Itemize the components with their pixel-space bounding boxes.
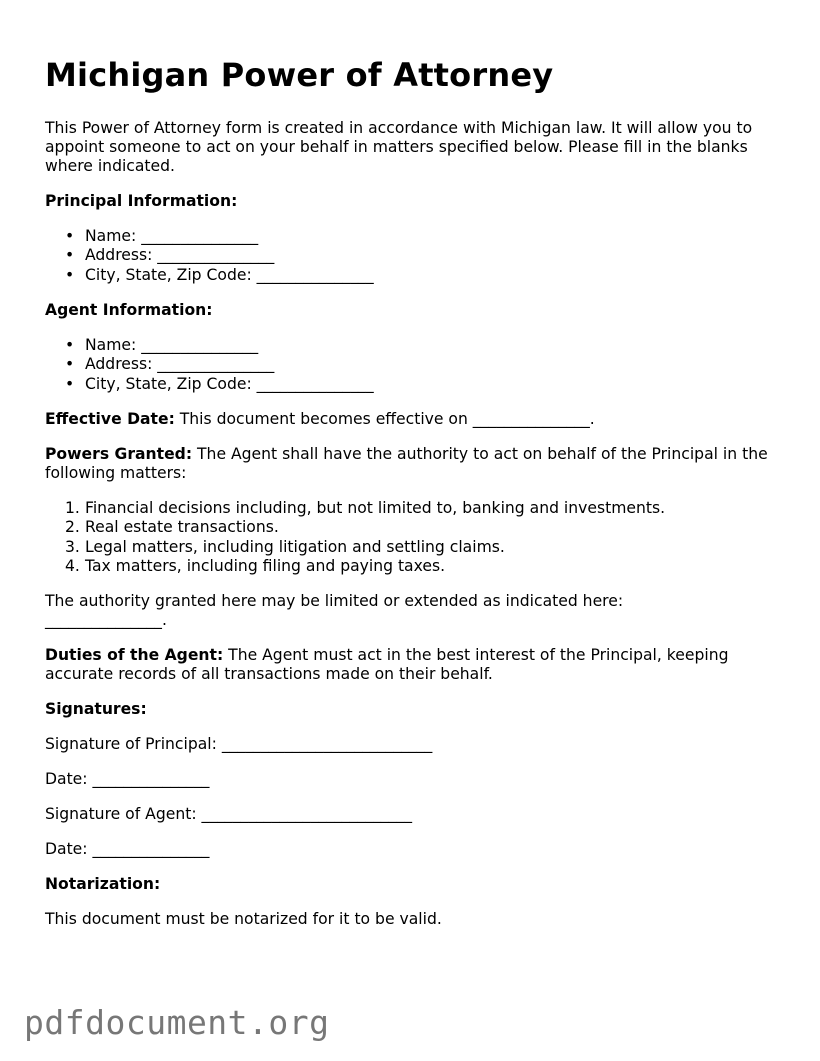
watermark: pdfdocument.org bbox=[24, 1003, 330, 1042]
power-text: Tax matters, including filing and paying taxes. bbox=[85, 556, 446, 575]
power-number: 3. bbox=[65, 537, 80, 556]
duties-label: Duties of the Agent: bbox=[45, 646, 224, 664]
effective-date-text: This document becomes effective on _______________. bbox=[174, 410, 595, 428]
power-number: 1. bbox=[65, 499, 80, 517]
effective-date-label: Effective Date: bbox=[45, 410, 175, 428]
authority-line-1: The authority granted here may be limited or extended as indicated here: bbox=[45, 592, 624, 610]
duties-text: The Agent must act in the best interest of the Principal, keeping accurate records of all transactions made on their behalf. bbox=[45, 646, 729, 683]
principal-city-field: • City, State, Zip Code: _______________ bbox=[85, 266, 374, 285]
power-item bbox=[65, 499, 666, 518]
agent-heading: Agent Information: bbox=[45, 301, 213, 319]
principal-list bbox=[85, 227, 374, 285]
power-item bbox=[65, 537, 665, 557]
power-item bbox=[65, 556, 665, 576]
principal-date-line: Date: _______________ bbox=[45, 770, 210, 788]
power-item bbox=[65, 518, 665, 537]
signatures-heading: Signatures: bbox=[45, 700, 147, 718]
agent-date-line: Date: _______________ bbox=[45, 840, 210, 858]
authority-line-2: _______________. bbox=[45, 611, 167, 629]
principal-heading: Principal Information: bbox=[45, 192, 238, 210]
agent-address-field: • Address: _______________ bbox=[85, 355, 374, 374]
powers-list bbox=[65, 499, 666, 576]
notarization-text: This document must be notarized for it to be valid. bbox=[45, 910, 442, 928]
agent-signature-line: Signature of Agent: ___________________________ bbox=[45, 805, 413, 823]
power-number: 4. bbox=[65, 556, 80, 575]
power-text: Financial decisions including, but not limited to, banking and investments. bbox=[85, 499, 666, 517]
principal-name-field: • Name: _______________ bbox=[85, 227, 374, 246]
agent-name-field: • Name: _______________ bbox=[85, 336, 374, 355]
powers-paragraph bbox=[45, 445, 785, 483]
effective-date-paragraph bbox=[45, 410, 595, 429]
principal-signature-line: Signature of Principal: ___________________________ bbox=[45, 735, 433, 753]
duties-paragraph bbox=[45, 646, 785, 684]
page-title: Michigan Power of Attorney bbox=[45, 56, 554, 94]
principal-address-field: • Address: _______________ bbox=[85, 246, 374, 265]
intro-paragraph: This Power of Attorney form is created in accordance with Michigan law. It will allow you to appoint someone to act on your behalf in matters specified below. Please fill in the blanks where indicated. bbox=[45, 119, 753, 175]
power-text: Legal matters, including litigation and settling claims. bbox=[85, 537, 505, 556]
power-text: Real estate transactions. bbox=[85, 518, 279, 537]
powers-label: Powers Granted: bbox=[45, 445, 193, 463]
notarization-heading: Notarization: bbox=[45, 875, 161, 893]
powers-text: The Agent shall have the authority to act on behalf of the Principal in the following matters: bbox=[45, 445, 768, 482]
agent-city-field: • City, State, Zip Code: _______________ bbox=[85, 375, 374, 394]
power-number: 2. bbox=[65, 518, 80, 537]
agent-list bbox=[85, 336, 374, 394]
